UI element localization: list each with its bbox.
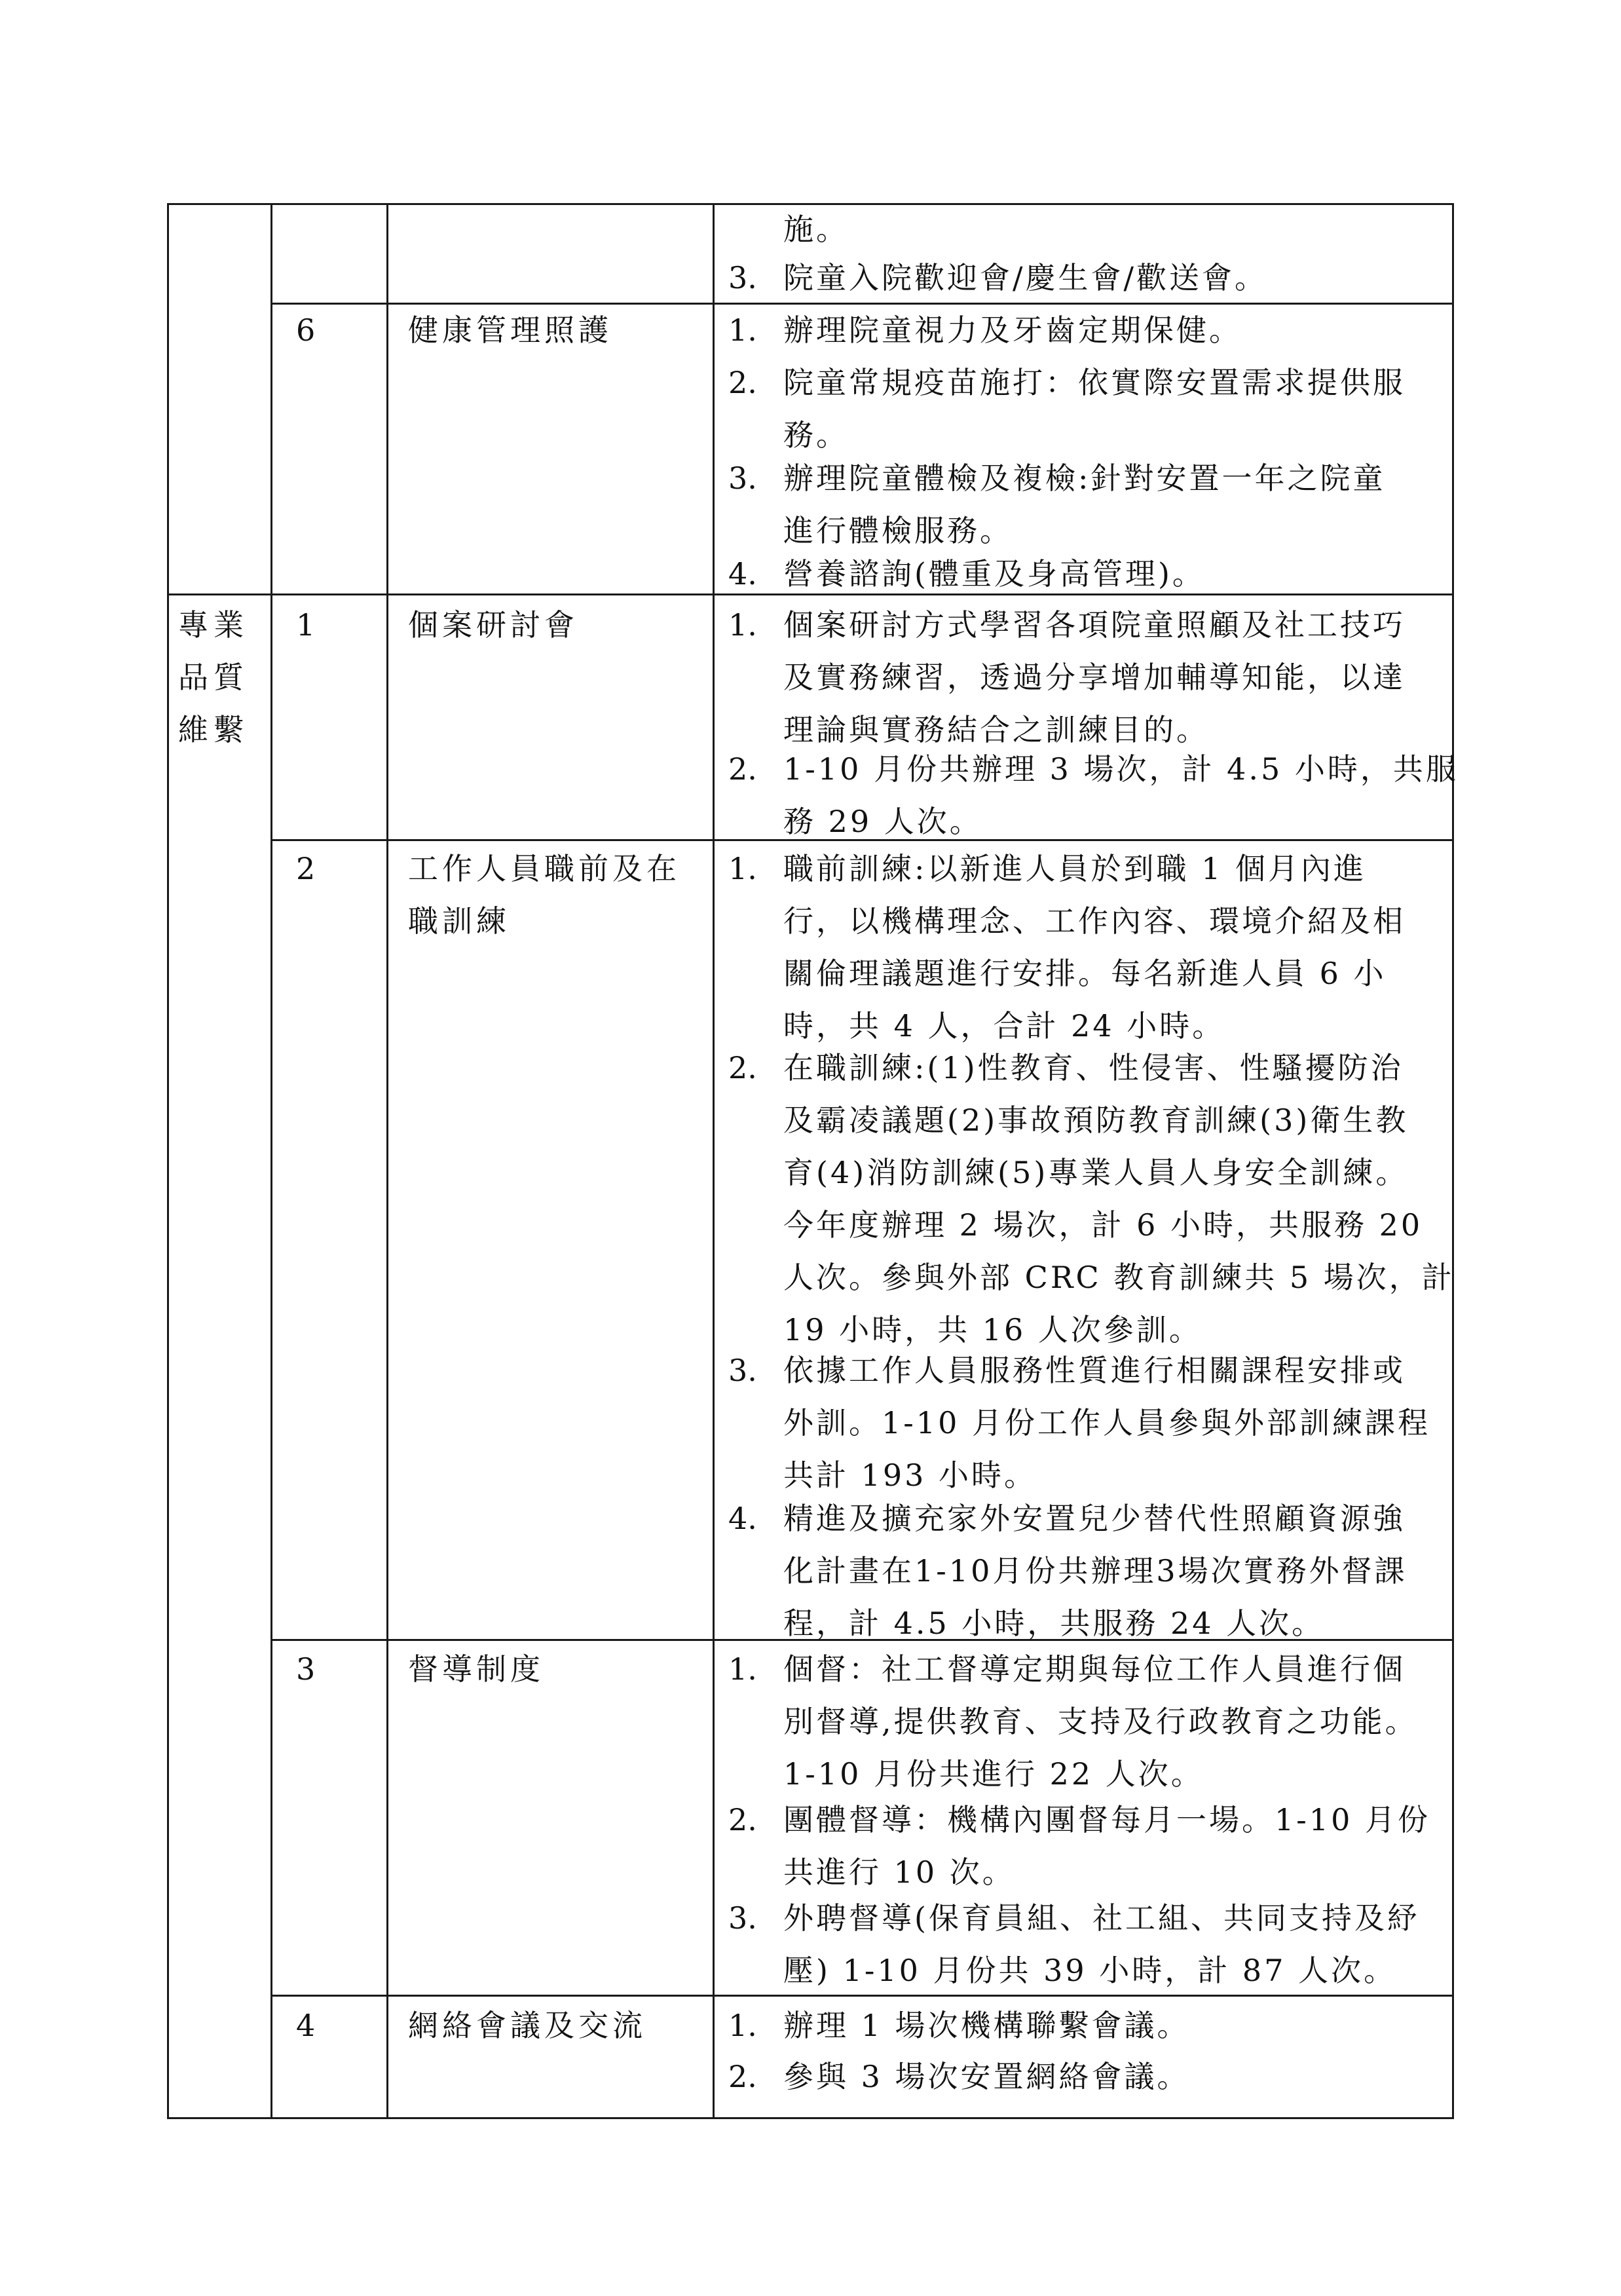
- category-label-line-1: 專業: [178, 607, 249, 643]
- item-text: 進行體檢服務。: [783, 513, 1013, 548]
- item-text: 營養諮詢(體重及身高管理)。: [783, 556, 1205, 592]
- item-text: 依據工作人員服務性質進行相關課程安排或: [783, 1353, 1406, 1388]
- item-number: 2.: [728, 1050, 757, 1085]
- list-item: [728, 743, 1459, 848]
- item-text: 人次。參與外部 CRC 教育訓練共 5 場次，計: [783, 1260, 1455, 1295]
- list-item: [728, 252, 1455, 304]
- item-text: 別督導,提供教育、支持及行政教育之功能。: [783, 1704, 1418, 1739]
- row-title: 個案研討會: [408, 607, 578, 643]
- item-text: 1-10 月份共進行 22 人次。: [783, 1756, 1204, 1792]
- col-divider-1: [270, 203, 272, 2119]
- category-label-line-3: 維繫: [178, 712, 249, 747]
- row-title: 健康管理照護: [408, 312, 612, 348]
- item-number: 1.: [728, 312, 757, 348]
- item-text: 辦理 1 場次機構聯繫會議。: [783, 2008, 1190, 2043]
- item-text: 化計畫在1-10月份共辦理3場次實務外督課: [783, 1553, 1407, 1589]
- list-item: [728, 1794, 1455, 1898]
- list-item: [728, 842, 1455, 1052]
- row-title: 網絡會議及交流: [408, 2008, 646, 2043]
- item-number: 1.: [728, 851, 757, 886]
- item-text: 行，以機構理念、工作內容、環境介紹及相: [783, 903, 1406, 939]
- list-item: [728, 2050, 1455, 2103]
- item-text: 職前訓練:以新進人員於到職 1 個月內進: [783, 851, 1367, 886]
- list-item: [728, 304, 1455, 356]
- item-text: 程，計 4.5 小時，共服務 24 人次。: [783, 1606, 1325, 1641]
- item-number: 3.: [728, 1900, 757, 1936]
- item-text: 共進行 10 次。: [783, 1854, 1015, 1890]
- item-text: 參與 3 場次安置網絡會議。: [783, 2059, 1190, 2094]
- item-number: 4.: [728, 1501, 757, 1536]
- category-label-line-2: 品質: [178, 660, 249, 695]
- item-number: 1.: [728, 607, 757, 643]
- item-text: 務 29 人次。: [783, 804, 982, 839]
- item-text: 今年度辦理 2 場次，計 6 小時，共服務 20: [783, 1207, 1423, 1243]
- item-text: 及霸凌議題(2)事故預防教育訓練(3)衛生教: [783, 1102, 1409, 1138]
- item-text: 1-10 月份共辦理 3 場次，計 4.5 小時，共服: [783, 751, 1459, 787]
- item-text: 理論與實務結合之訓練目的。: [783, 712, 1209, 747]
- list-item: [728, 1892, 1455, 1997]
- table-bottom-border: [167, 2117, 1454, 2119]
- list-item: [728, 599, 1455, 756]
- item-text: 院童入院歡迎會/慶生會/歡送會。: [783, 260, 1267, 295]
- item-text: 辦理院童體檢及複檢:針對安置一年之院童: [783, 461, 1386, 496]
- item-text: 個督：社工督導定期與每位工作人員進行個: [783, 1651, 1406, 1687]
- item-text: 院童常規疫苗施打：依實際安置需求提供服: [783, 365, 1406, 400]
- item-number: 2.: [728, 365, 757, 400]
- list-item: [728, 1344, 1455, 1501]
- item-text: 辦理院童視力及牙齒定期保健。: [783, 312, 1242, 348]
- item-text: 壓) 1-10 月份共 39 小時，計 87 人次。: [783, 1953, 1397, 1988]
- item-text: 關倫理議題進行安排。每名新進人員 6 小: [783, 956, 1387, 991]
- col-divider-2: [386, 203, 388, 2119]
- row-title: 督導制度: [408, 1651, 544, 1687]
- item-text: 育(4)消防訓練(5)專業人員人身安全訓練。: [783, 1155, 1409, 1190]
- item-number: 2.: [728, 1802, 757, 1837]
- list-item: [728, 1999, 1455, 2052]
- list-item: [728, 1042, 1455, 1356]
- list-item: [728, 1643, 1455, 1800]
- item-number: 2.: [728, 2059, 757, 2094]
- item-number: 4.: [728, 556, 757, 592]
- row-title-line-1: 工作人員職前及在: [408, 851, 680, 886]
- item-text: 務。: [783, 417, 849, 453]
- item-text: 共計 193 小時。: [783, 1458, 1037, 1493]
- item-text: 外訓。1-10 月份工作人員參與外部訓練課程: [783, 1405, 1430, 1440]
- item-text: 外聘督導(保育員組、社工組、共同支持及紓: [783, 1900, 1420, 1936]
- item-number: 3.: [728, 461, 757, 496]
- list-item: [728, 203, 1455, 255]
- row-number: 2: [296, 851, 316, 886]
- item-text: 施。: [783, 212, 849, 247]
- item-text: 時，共 4 人，合計 24 小時。: [783, 1008, 1225, 1044]
- item-text: 團體督導：機構內團督每月一場。1-10 月份: [783, 1802, 1430, 1837]
- row-number: 1: [296, 607, 316, 643]
- row-number: 6: [296, 312, 316, 348]
- item-text: 及實務練習，透過分享增加輔導知能，以達: [783, 660, 1406, 695]
- list-item: [728, 548, 1455, 600]
- item-number: 3.: [728, 1353, 757, 1388]
- item-number: 1.: [728, 1651, 757, 1687]
- table-left-border: [167, 203, 169, 2119]
- list-item: [728, 1492, 1455, 1649]
- item-text: 在職訓練:(1)性教育、性侵害、性騷擾防治: [783, 1050, 1404, 1085]
- item-number: 2.: [728, 751, 757, 787]
- row-number: 3: [296, 1651, 316, 1687]
- list-item: [728, 356, 1455, 461]
- col-divider-3: [713, 203, 715, 2119]
- item-text: 19 小時，共 16 人次參訓。: [783, 1312, 1202, 1347]
- list-item: [728, 452, 1455, 557]
- row-number: 4: [296, 2008, 316, 2043]
- item-number: 1.: [728, 2008, 757, 2043]
- row-title-line-2: 職訓練: [408, 903, 510, 939]
- item-text: 精進及擴充家外安置兒少替代性照顧資源強: [783, 1501, 1406, 1536]
- item-text: 個案研討方式學習各項院童照顧及社工技巧: [783, 607, 1406, 643]
- item-number: 3.: [728, 260, 757, 295]
